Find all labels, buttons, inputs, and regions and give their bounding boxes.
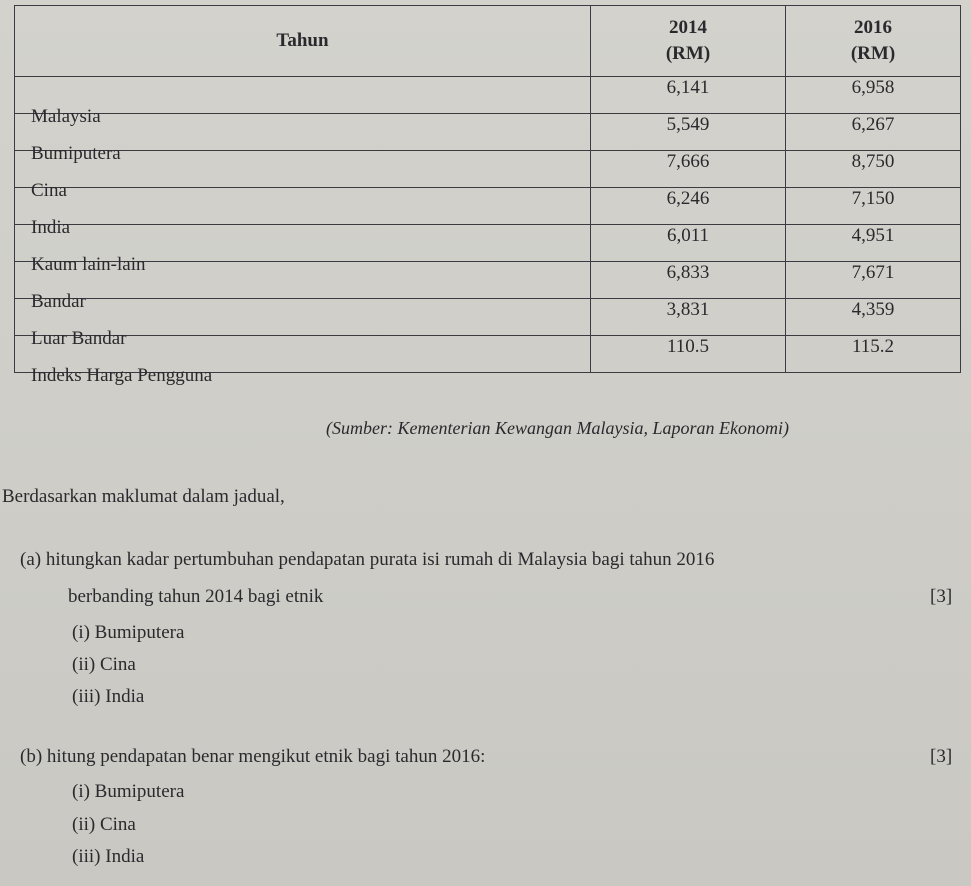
question-b-item: (i) Bumiputera: [72, 781, 185, 802]
row-label: Cina: [15, 151, 591, 188]
cell-2016: 7,671: [786, 262, 961, 299]
table-row: [15, 77, 961, 114]
question-a-line1: (a) hitungkan kadar pertumbuhan pendapatan purata isi rumah di Malaysia bagi tahun 2016: [20, 549, 715, 570]
header-2014: 2014 (RM): [591, 6, 786, 77]
row-label: Bandar: [15, 262, 591, 299]
cell-2016: 4,951: [786, 225, 961, 262]
intro-text: Berdasarkan maklumat dalam jadual,: [2, 486, 285, 507]
question-b-item: (iii) India: [72, 846, 145, 867]
table-source: (Sumber: Kementerian Kewangan Malaysia, Laporan Ekonomi): [326, 418, 789, 438]
table-header-row: [15, 6, 961, 77]
question-a-item: (i) Bumiputera: [72, 622, 185, 643]
cell-2014: 7,666: [591, 151, 786, 188]
cell-2016: 6,958: [786, 77, 961, 114]
row-label: India: [15, 188, 591, 225]
cell-2014: 6,246: [591, 188, 786, 225]
row-label: Malaysia: [15, 77, 591, 114]
question-a-item: (ii) Cina: [72, 654, 136, 675]
income-table: [14, 5, 961, 386]
cell-2016: 8,750: [786, 151, 961, 188]
question-b-marks: [3]: [930, 746, 953, 767]
row-label: Bumiputera: [15, 114, 591, 151]
cell-2016: 6,267: [786, 114, 961, 151]
question-a-line2: berbanding tahun 2014 bagi etnik: [68, 586, 324, 607]
cell-2014: 6,141: [591, 77, 786, 114]
cell-2016: 115.2: [786, 336, 961, 373]
table-row: [15, 188, 961, 225]
cell-2014: 5,549: [591, 114, 786, 151]
cell-2014: 3,831: [591, 299, 786, 336]
cell-2014: 6,833: [591, 262, 786, 299]
row-label: Luar Bandar: [15, 299, 591, 336]
table-row: [15, 262, 961, 299]
question-b-item: (ii) Cina: [72, 814, 136, 835]
header-year-label: Tahun: [15, 6, 591, 77]
question-a-marks: [3]: [930, 586, 953, 607]
row-label: Kaum lain-lain: [15, 225, 591, 262]
table-row: [15, 151, 961, 188]
cell-2016: 7,150: [786, 188, 961, 225]
table-row: [15, 299, 961, 336]
table-row: [15, 336, 961, 373]
cell-2014: 6,011: [591, 225, 786, 262]
question-a-item: (iii) India: [72, 686, 145, 707]
cell-2016: 4,359: [786, 299, 961, 336]
table-row: [15, 114, 961, 151]
row-label: Indeks Harga Pengguna: [15, 336, 591, 373]
table-row: [15, 225, 961, 262]
question-b-line1: (b) hitung pendapatan benar mengikut etnik bagi tahun 2016:: [20, 746, 486, 767]
cell-2014: 110.5: [591, 336, 786, 373]
header-2016: 2016 (RM): [786, 6, 961, 77]
